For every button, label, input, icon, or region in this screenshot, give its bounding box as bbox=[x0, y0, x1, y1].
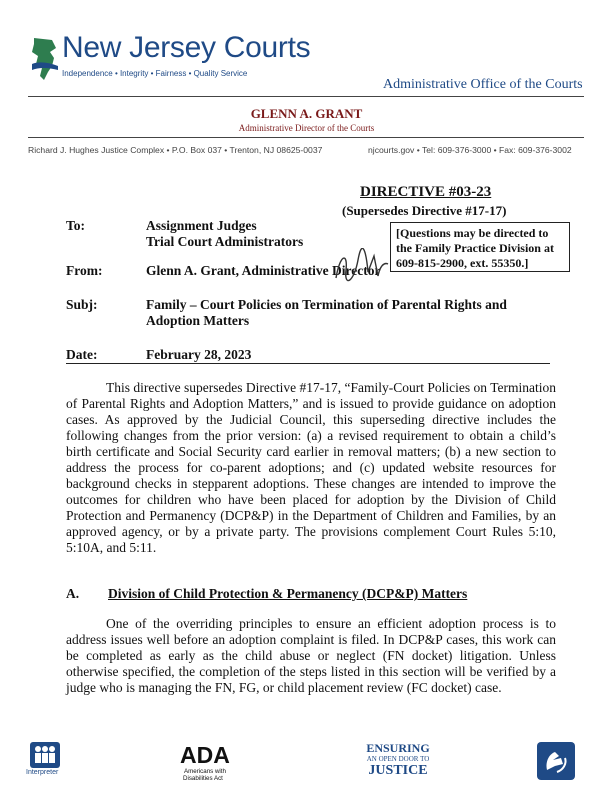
subject-line: Family – Court Policies on Termination of Parental Rights and bbox=[146, 297, 507, 312]
subject-line: Adoption Matters bbox=[146, 313, 250, 328]
director-title: Administrative Director of the Courts bbox=[238, 123, 375, 133]
director-name: GLENN A. GRANT bbox=[250, 106, 363, 121]
justice-label: JUSTICE bbox=[368, 763, 428, 778]
interpreter-icon bbox=[30, 742, 60, 768]
section-a-paragraph: One of the overriding principles to ensure an efficient adoption process is to address issues well before an adoption complaint is filed. In DCP&P cases, this work can be completed as early as the child abuse or neglect (FN docket) litigation. Unless otherwise specified, the completion of the steps listed in this section will be verified by a judge who is managing the FN, FG, or child placement review (FC docket) case. bbox=[66, 616, 556, 695]
nj-state-logo-icon bbox=[28, 36, 62, 82]
header-divider bbox=[28, 96, 584, 97]
office-name: Administrative Office of the Courts bbox=[383, 77, 583, 92]
address-divider bbox=[28, 137, 584, 138]
ensuring-label: ENSURING bbox=[366, 741, 430, 755]
signature-icon bbox=[330, 248, 390, 284]
date-label: Date: bbox=[66, 347, 98, 362]
mailing-address: Richard J. Hughes Justice Complex • P.O. Box 037 • Trenton, NJ 08625-0037 bbox=[28, 145, 323, 155]
open-door-label: AN OPEN DOOR TO bbox=[366, 755, 430, 763]
directive-number: DIRECTIVE #03-23 bbox=[360, 184, 492, 200]
questions-box: [Questions may be directed to the Family Practice Division at 609-815-2900, ext. 55350.] bbox=[390, 222, 570, 272]
interpreter-label: Interpreter bbox=[26, 769, 59, 776]
date-divider bbox=[66, 363, 550, 364]
date-value: February 28, 2023 bbox=[146, 347, 252, 362]
org-tagline: Independence • Integrity • Fairness • Quality Service bbox=[62, 69, 248, 78]
ada-subtitle: Disabilities Act bbox=[183, 775, 223, 782]
from-label: From: bbox=[66, 263, 103, 278]
to-label: To: bbox=[66, 218, 86, 233]
supersedes-note: (Supersedes Directive #17-17) bbox=[342, 203, 507, 218]
ada-label: ADA bbox=[180, 742, 230, 768]
ada-subtitle: Americans with bbox=[184, 768, 226, 775]
section-title: Division of Child Protection & Permanency (DCP&P) Matters bbox=[108, 586, 468, 601]
to-recipient: Trial Court Administrators bbox=[146, 234, 304, 249]
contact-info: njcourts.gov • Tel: 609-376-3000 • Fax: 609-376-3002 bbox=[368, 145, 572, 155]
org-name: New Jersey Courts bbox=[62, 31, 311, 64]
sign-language-icon bbox=[537, 742, 575, 780]
from-value: Glenn A. Grant, Administrative Director bbox=[146, 263, 381, 278]
intro-paragraph: This directive supersedes Directive #17-17, “Family-Court Policies on Termination of Parental Rights and Adoption Matters,” and is issued to provide guidance on adoption cases. As approved by the Judicial Council, this superseding directive includes the following changes from the prior version: (a) a revised requirement to obtain a child’s birth certificate and Social Security card earlier in removal matters; (b) a new section to address the process for co-parent adoptions; and (c) updated website resources for background checks in stepparent adoptions. These changes are intended to improve the outcomes for children who have been placed for adoption by the Division of Child Protection and Permanency (DCP&P) in the Department of Children and Families, by an approved agency, or by a private party. The provisions complement Court Rules 5:10, 5:10A, and 5:11. bbox=[66, 380, 556, 555]
section-number: A. bbox=[66, 586, 80, 601]
to-recipient: Assignment Judges bbox=[146, 218, 257, 233]
subject-label: Subj: bbox=[66, 297, 98, 312]
